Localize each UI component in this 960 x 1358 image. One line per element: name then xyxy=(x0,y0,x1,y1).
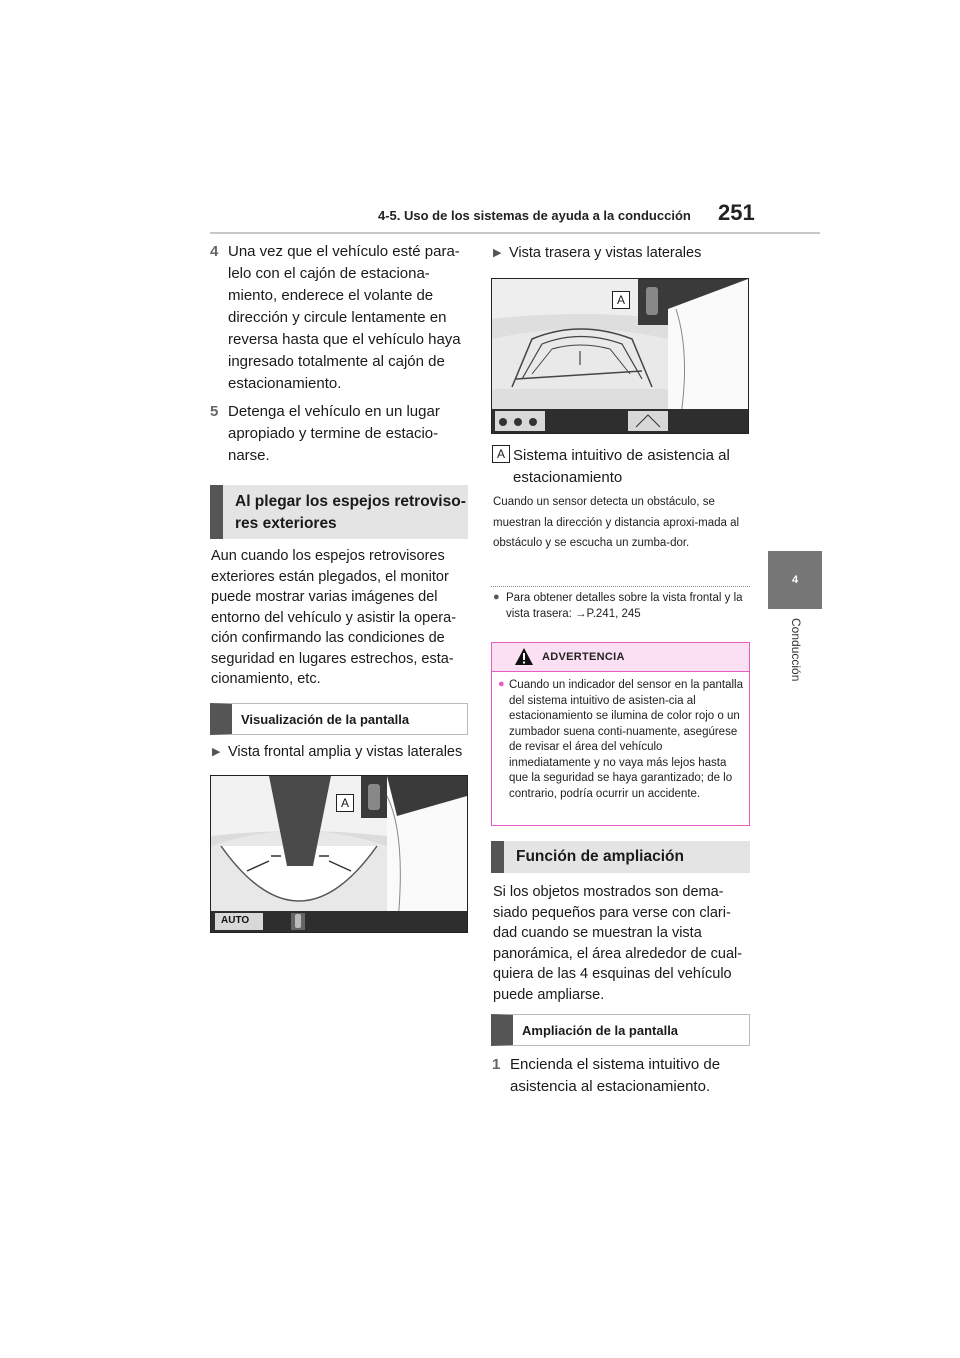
step-5 xyxy=(210,401,470,471)
step-text: Encienda el sistema intuitivo de asistencia al estacionamiento. xyxy=(510,1056,721,1095)
bullet-front-view xyxy=(212,742,472,762)
warning-title: ADVERTENCIA xyxy=(542,651,625,663)
reference-text: Para obtener detalles sobre la vista frontal y la vista trasera: →P.241, 245 xyxy=(506,592,743,620)
subheading-display: Visualización de la pantalla xyxy=(210,703,468,735)
front-view-screen xyxy=(210,775,468,933)
chapter-tab: 4 xyxy=(768,551,822,609)
bullet-rear-view xyxy=(493,243,753,263)
step-number: 5 xyxy=(210,403,219,420)
warning-triangle-icon xyxy=(514,647,534,666)
callout-label: A xyxy=(336,794,354,812)
triangle-bullet-icon: ▶ xyxy=(212,746,221,758)
chapter-label-text: Conducción xyxy=(789,618,803,682)
reference-note xyxy=(493,591,751,625)
chapter-label xyxy=(768,618,822,708)
callout-caption xyxy=(491,445,751,489)
zoom-paragraph: Si los objetos mostrados son dema-siado pequeños para verse con clari-dad cuando se muestran la vista panorámica, el área alrededor de cual-quiera de las 4 esquinas del vehículo puede ampliarse. xyxy=(493,884,743,1003)
callout-label: A xyxy=(612,291,630,309)
sensor-note: Cuando un sensor detecta un obstáculo, se muestran la dirección y distancia aproxi-mada al obstáculo y se escucha un zumba-dor. xyxy=(493,496,740,549)
step-text: Una vez que el vehículo esté para-lelo con el cajón de estaciona-miento, enderece el volante de dirección y circule lentamente en reversa hasta que el vehículo haya ingresado totalmente al cajón de estacionamiento. xyxy=(228,243,461,392)
page-number: 251 xyxy=(718,200,755,225)
step-number: 4 xyxy=(210,243,219,260)
rear-view-screen xyxy=(491,278,749,434)
section-heading-mirrors: Al plegar los espejos retroviso-res exteriores xyxy=(210,485,468,539)
mirrors-paragraph: Aun cuando los espejos retrovisores exteriores están plegados, el monitor puede mostrar varias imágenes del entorno del vehículo y asistir la opera-ción confirmando las condiciones de seguridad en lugares estrechos, esta-cionamiento, etc. xyxy=(211,548,457,687)
section-title: 4-5. Uso de los sistemas de ayuda a la conducción xyxy=(378,208,691,223)
subheading-zoom-screen: Ampliación de la pantalla xyxy=(491,1014,750,1046)
bullet-text: Vista frontal amplia y vistas laterales xyxy=(228,744,463,760)
step-number: 1 xyxy=(492,1056,501,1073)
section-heading-zoom: Función de ampliación xyxy=(491,841,750,873)
warning-text: Cuando un indicador del sensor en la pantalla del sistema intuitivo de asisten-cia al estacionamiento se ilumina de color rojo o un zumbador suena conti-nuamente, asegúrese de revisar el área del vehículo inmediatamente y no vaya más lejos hasta que la seguridad se haya garantizado; de lo contrario, podría ocurrir un accidente. xyxy=(509,679,743,800)
warning-box xyxy=(491,642,750,826)
step-text: Detenga el vehículo en un lugar apropiado y termine de estacio-narse. xyxy=(228,403,440,464)
callout-label: A xyxy=(492,445,510,463)
circle-bullet-icon: ● xyxy=(493,591,500,603)
warning-header xyxy=(492,643,749,672)
note-divider xyxy=(491,586,750,587)
step-1 xyxy=(492,1054,752,1104)
step-4 xyxy=(210,241,470,391)
header-rule xyxy=(210,232,820,234)
bullet-text: Vista trasera y vistas laterales xyxy=(509,245,702,261)
callout-caption-text: Sistema intuitivo de asistencia al estacionamiento xyxy=(513,447,730,486)
auto-label: AUTO xyxy=(221,915,250,926)
circle-bullet-icon: ● xyxy=(498,678,505,690)
triangle-bullet-icon: ▶ xyxy=(493,247,502,259)
